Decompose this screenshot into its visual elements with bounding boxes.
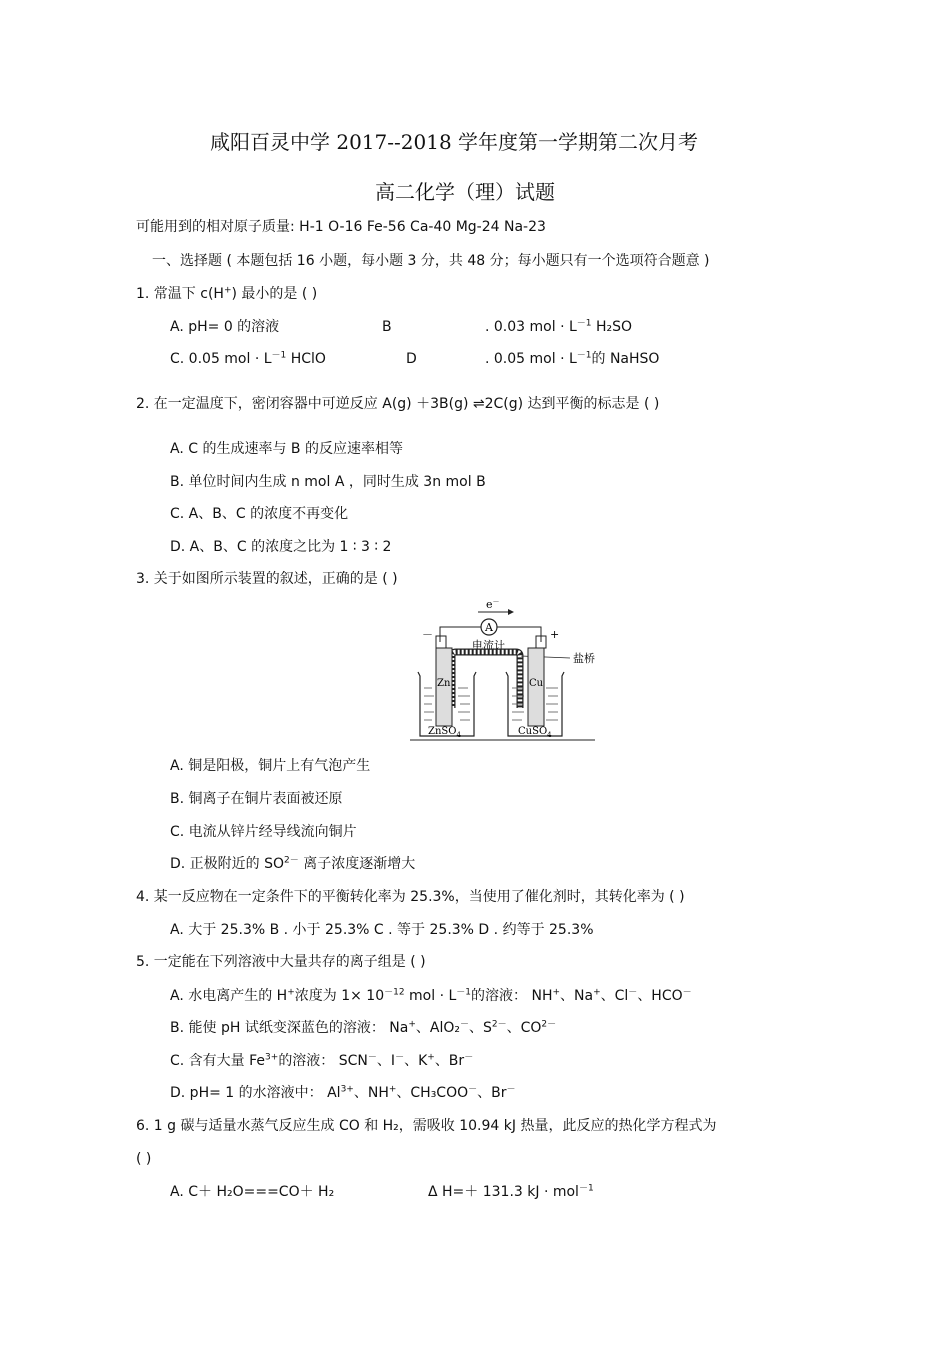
plus-sign: + xyxy=(550,628,560,641)
q6-option-a: A. C＋ H₂O===CO＋ H₂ xyxy=(170,1184,335,1200)
cuso4-label: CuSO$_4$ xyxy=(518,726,552,739)
q1-c-tail: HClO xyxy=(286,351,326,367)
q1-d-tail: 的 NaHSO xyxy=(591,351,660,367)
q1-option-b xyxy=(485,318,632,336)
q1-c-text: C. 0.05 mol · L xyxy=(170,351,272,367)
q1-option-a: A. pH= 0 的溶液 xyxy=(170,319,280,335)
q1-d-text: . 0.05 mol · L xyxy=(485,351,577,367)
question-3-stem: 3. 关于如图所示装置的叙述，正确的是 ( ) xyxy=(136,571,398,587)
q5-d-text: 、NH xyxy=(353,1085,389,1101)
ammeter-symbol: A xyxy=(485,621,493,634)
question-4-stem: 4. 某一反应物在一定条件下的平衡转化率为 25.3%，当使用了催化剂时，其转化率为 ( ) xyxy=(136,889,685,905)
q5-c-sup: + xyxy=(427,1052,435,1063)
q5-d-sup: 3+ xyxy=(340,1084,354,1095)
q1-d-sup: －1 xyxy=(576,350,592,361)
znso4-label: ZnSO$_4$ xyxy=(428,726,461,739)
q5-option-a xyxy=(170,987,692,1005)
q3-option-c: C. 电流从锌片经导线流向铜片 xyxy=(170,824,357,840)
q3-option-d xyxy=(170,855,415,873)
q5-option-b xyxy=(170,1019,556,1037)
q5-option-c xyxy=(170,1052,473,1070)
q5-b-sup: 2－ xyxy=(541,1019,557,1030)
zn-label: Zn xyxy=(437,678,451,689)
ammeter-label: 电流计 xyxy=(472,639,505,652)
q1-option-c xyxy=(170,350,326,368)
q5-c-sup: － xyxy=(464,1052,474,1063)
q5-c-sup: 3+ xyxy=(265,1052,279,1063)
q5-c-sup: － xyxy=(395,1052,405,1063)
q5-c-sup: － xyxy=(367,1052,377,1063)
q2-option-b: B. 单位时间内生成 n mol A ，同时生成 3n mol B xyxy=(170,474,486,490)
q5-a-sup: －1 xyxy=(456,987,472,998)
q1-b-text: . 0.03 mol · L xyxy=(485,319,577,335)
galvanic-cell-diagram xyxy=(410,596,600,744)
q5-d-text: D. pH= 1 的水溶液中： Al xyxy=(170,1085,341,1101)
q5-a-sup: + xyxy=(593,987,601,998)
q6-option-a-enthalpy xyxy=(428,1183,594,1201)
q5-a-text: 、Na xyxy=(560,988,594,1004)
q5-a-sup: － xyxy=(682,987,692,998)
q1-option-d-letter: D xyxy=(406,351,417,367)
q5-b-text: 、AlO₂ xyxy=(415,1020,460,1036)
q5-a-sup: + xyxy=(552,987,561,998)
q1-b-tail: H₂SO xyxy=(591,319,632,335)
q5-option-d xyxy=(170,1084,516,1102)
q1-c-sup: －1 xyxy=(271,350,287,361)
q5-a-sup: + xyxy=(287,987,295,998)
atomic-masses: 可能用到的相对原子质量: H-1 O-16 Fe-56 Ca-40 Mg-24 Na-23 xyxy=(136,219,546,235)
q1-option-d xyxy=(485,350,659,368)
q5-b-text: 、CO xyxy=(506,1020,542,1036)
q5-d-text: 、CH₃COO xyxy=(396,1085,469,1101)
q3-d-tail: 离子浓度逐渐增大 xyxy=(298,856,416,872)
q5-a-sup: － xyxy=(628,987,638,998)
q5-d-sup: + xyxy=(388,1084,397,1095)
q2-option-a: A. C 的生成速率与 B 的反应速率相等 xyxy=(170,441,403,457)
exam-title: 咸阳百灵中学 2017--2018 学年度第一学期第二次月考 xyxy=(210,130,699,154)
q5-d-sup: － xyxy=(468,1084,478,1095)
q2-option-d: D. A、B、C 的浓度之比为 1 ∶ 3 ∶ 2 xyxy=(170,539,392,555)
q5-c-text: 、Br xyxy=(434,1053,465,1069)
q5-a-text: mol · L xyxy=(404,988,457,1004)
question-1-stem xyxy=(136,285,317,303)
q2-option-c: C. A、B、C 的浓度不再变化 xyxy=(170,506,349,522)
q1-stem-sup: + xyxy=(223,285,232,296)
q3-option-b: B. 铜离子在铜片表面被还原 xyxy=(170,791,343,807)
q5-b-sup: 2－ xyxy=(491,1019,507,1030)
q5-b-text: B. 能使 pH 试纸变深蓝色的溶液： Na xyxy=(170,1020,409,1036)
q5-d-sup: － xyxy=(506,1084,516,1095)
question-6-stem: 6. 1 g 碳与适量水蒸气反应生成 CO 和 H₂，需吸收 10.94 kJ 热量，此反应的热化学方程式为 xyxy=(136,1118,717,1134)
q5-a-text: 、Cl xyxy=(600,988,629,1004)
q1-b-sup: －1 xyxy=(576,318,592,329)
question-5-stem: 5. 一定能在下列溶液中大量共存的离子组是 ( ) xyxy=(136,954,426,970)
q5-a-text: 、HCO xyxy=(637,988,683,1004)
q5-c-text: 的溶液： SCN xyxy=(278,1053,368,1069)
q1-option-b-letter: B xyxy=(382,319,392,335)
q6-a-dh-text: Δ H=＋ 131.3 kJ · mol xyxy=(428,1184,579,1200)
q5-b-sup: + xyxy=(408,1019,416,1030)
q5-a-text: 浓度为 1× 10 xyxy=(294,988,385,1004)
salt-bridge-label: 盐桥 xyxy=(573,652,595,665)
cu-label: Cu xyxy=(529,678,544,689)
q4-options: A. 大于 25.3% B . 小于 25.3% C . 等于 25.3% D . 约等于 25.3% xyxy=(170,922,594,938)
q5-c-text: 、K xyxy=(404,1053,428,1069)
exam-subtitle: 高二化学（理）试题 xyxy=(375,180,555,204)
minus-sign: － xyxy=(422,628,433,641)
q3-d-sup: 2－ xyxy=(284,855,299,866)
q1-stem-tail: ) 最小的是 ( ) xyxy=(231,286,318,302)
q3-option-a: A. 铜是阳极，铜片上有气泡产生 xyxy=(170,758,371,774)
question-2-stem: 2. 在一定温度下，密闭容器中可逆反应 A(g) ＋3B(g) ⇌2C(g) 达到平衡的标志是 ( ) xyxy=(136,396,660,412)
q5-d-text: 、Br xyxy=(477,1085,507,1101)
electron-label: e－ xyxy=(486,598,500,611)
q5-c-text: C. 含有大量 Fe xyxy=(170,1053,266,1069)
q5-c-text: 、I xyxy=(376,1053,396,1069)
q5-a-text: A. 水电离产生的 H xyxy=(170,988,288,1004)
section-heading: 一、选择题 ( 本题包括 16 小题，每小题 3 分，共 48 分；每小题只有一个选项符合题意 ) xyxy=(152,253,710,269)
q6-answer-paren: ( ) xyxy=(136,1151,152,1167)
q5-a-sup: －12 xyxy=(384,987,405,998)
q5-b-sup: － xyxy=(459,1019,469,1030)
q6-a-dh-sup: －1 xyxy=(578,1183,594,1194)
q3-d-text: D. 正极附近的 SO xyxy=(170,856,285,872)
q1-stem-text: 1. 常温下 c(H xyxy=(136,286,224,302)
q5-a-text: 的溶液： NH xyxy=(471,988,553,1004)
q5-b-text: 、S xyxy=(469,1020,492,1036)
